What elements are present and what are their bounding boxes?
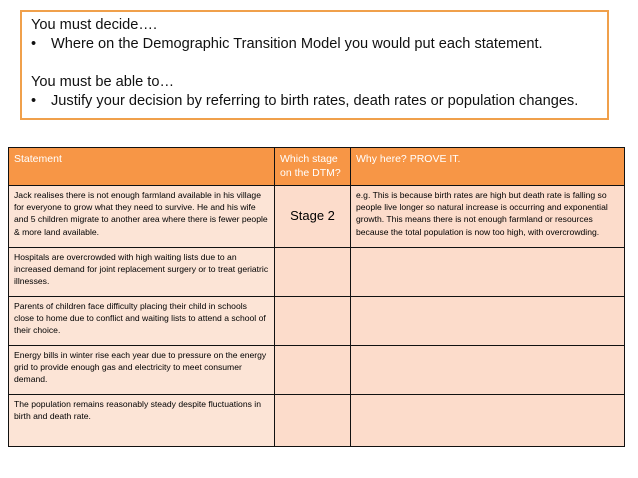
header-stage: Which stage on the DTM? (275, 148, 351, 186)
able-bullet (31, 92, 607, 111)
statement-cell: The population remains reasonably steady despite fluctuations in birth and death rate. (9, 395, 275, 447)
why-cell[interactable] (351, 297, 625, 346)
table-header-row (9, 148, 625, 186)
why-cell[interactable]: e.g. This is because birth rates are high but death rate is falling so people live longer so natural increase is occurring and exponential growth. This means there is not enough farmland or resources because the total population is now too high, with overcrowding. (351, 186, 625, 248)
bullet-icon: • (31, 93, 37, 109)
table-row (9, 248, 625, 297)
decide-heading: You must decide…. (31, 17, 158, 33)
table-row (9, 346, 625, 395)
stage-cell[interactable]: Stage 2 (275, 186, 351, 248)
why-cell[interactable] (351, 346, 625, 395)
dtm-table (8, 147, 625, 447)
header-why: Why here? PROVE IT. (351, 148, 625, 186)
able-bullet-text: Justify your decision by referring to birth rates, death rates or population changes. (51, 93, 579, 109)
header-statement: Statement (9, 148, 275, 186)
instructions-box (20, 10, 609, 120)
table-row (9, 297, 625, 346)
table-row (9, 395, 625, 447)
statement-cell: Parents of children face difficulty placing their child in schools close to home due to conflict and waiting lists to attend a school of their choice. (9, 297, 275, 346)
statement-cell: Hospitals are overcrowded with high waiting lists due to an increased demand for joint replacement surgery or to treat geriatric illnesses. (9, 248, 275, 297)
why-cell[interactable] (351, 395, 625, 447)
stage-cell[interactable] (275, 297, 351, 346)
bullet-icon: • (31, 36, 37, 52)
able-heading: You must be able to… (31, 74, 175, 90)
decide-bullet-text: Where on the Demographic Transition Model you would put each statement. (51, 36, 543, 52)
stage-cell[interactable] (275, 248, 351, 297)
statement-cell: Energy bills in winter rise each year due to pressure on the energy grid to provide enough gas and electricity to meet consumer demand. (9, 346, 275, 395)
stage-cell[interactable] (275, 395, 351, 447)
decide-bullet (31, 35, 607, 54)
statement-cell: Jack realises there is not enough farmland available in his village for everyone to grow what they need to survive. He and his wife and 5 children migrate to another area where there is fewer people & more land available. (9, 186, 275, 248)
table-row (9, 186, 625, 248)
why-cell[interactable] (351, 248, 625, 297)
stage-cell[interactable] (275, 346, 351, 395)
